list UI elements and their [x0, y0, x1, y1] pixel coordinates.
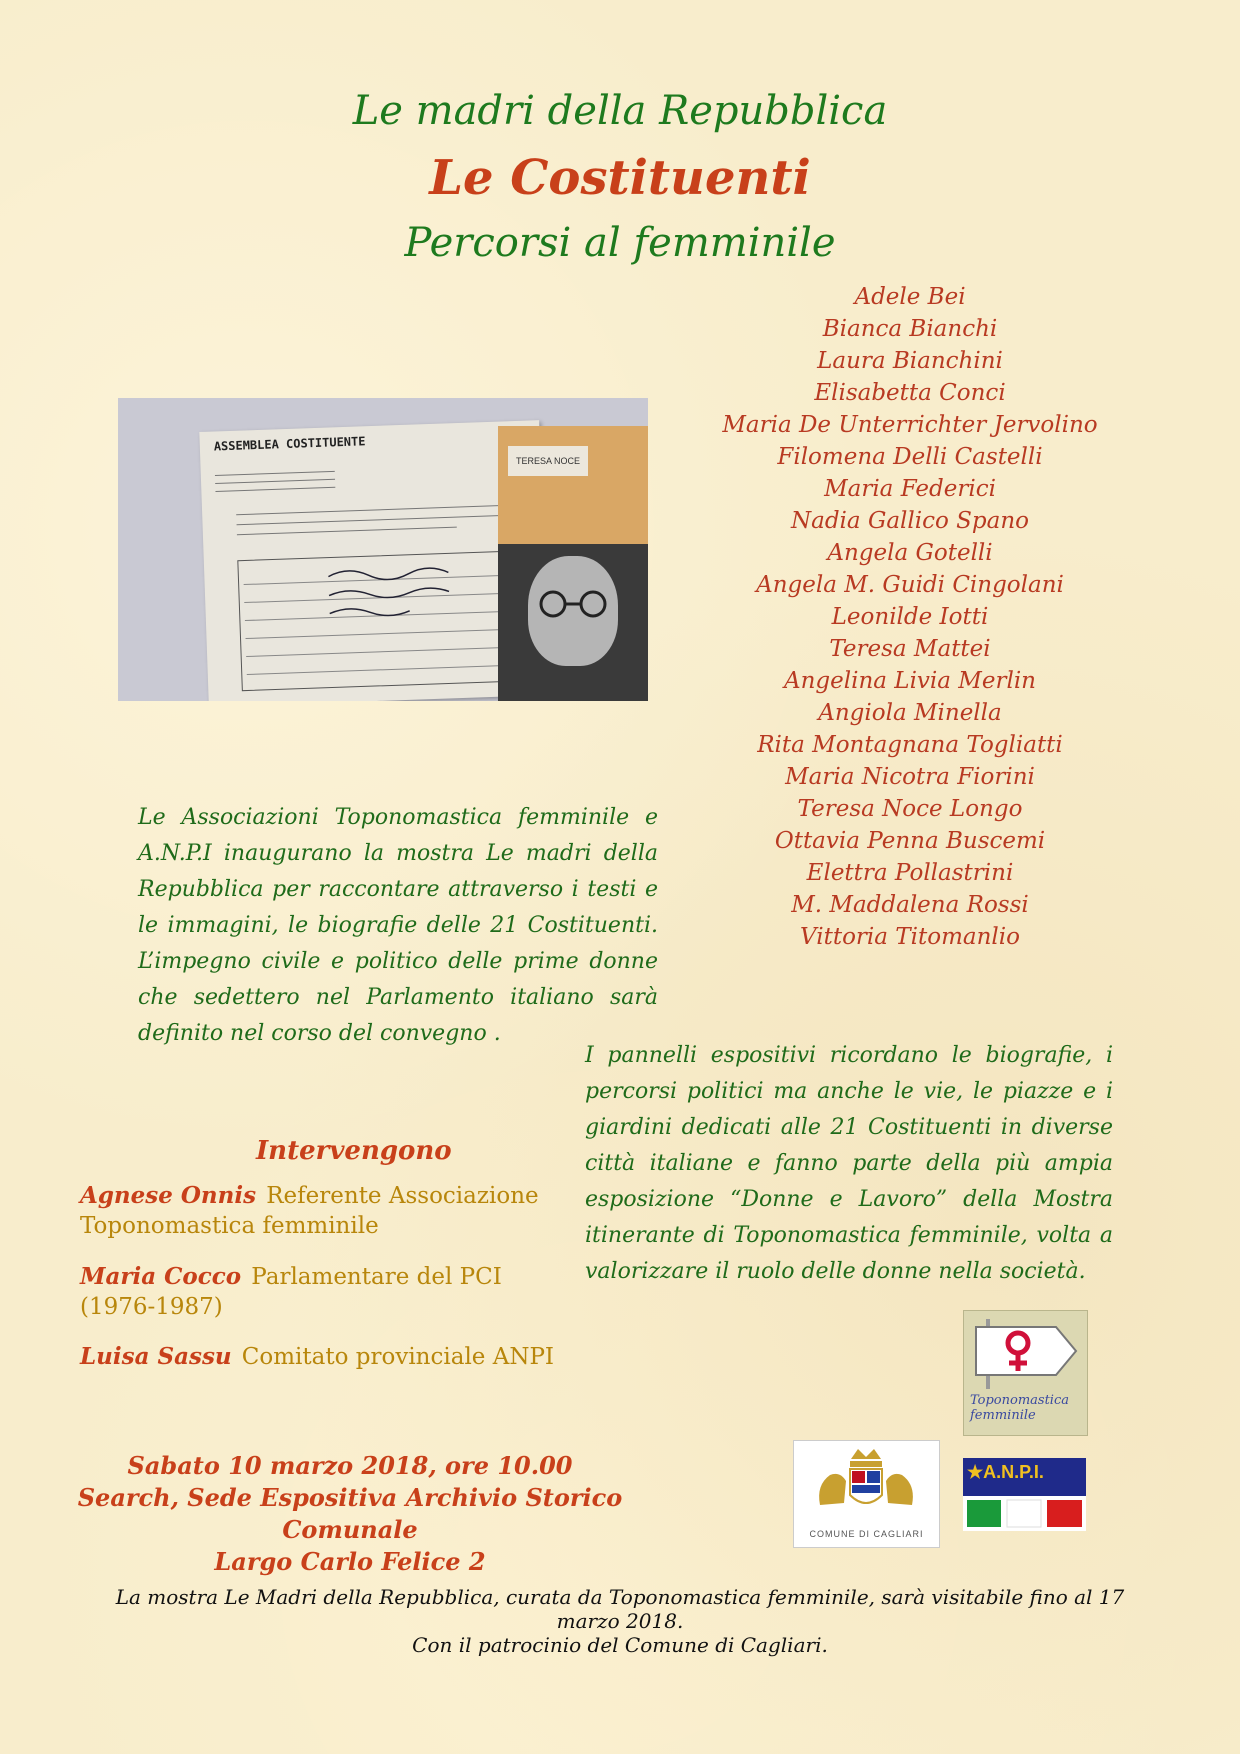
- speakers-heading: Intervengono: [256, 1136, 452, 1166]
- exhibition-paragraph: I pannelli espositivi ricordano le biografie, i percorsi politici ma anche le vie, le piazze e i giardini dedicati alle 21 Costituenti in diverse città italiane e fanno parte della più ampia esposizione “Donne e Lavoro” della Mostra itinerante di Toponomastica femminile, volta a valorizzare il ruolo delle donne nella società.: [585, 1043, 1113, 1284]
- anpi-logo: [963, 1458, 1086, 1531]
- list-item: Teresa Mattei: [829, 636, 991, 662]
- toponomastica-logo-text: Toponomastica femminile: [970, 1393, 1069, 1423]
- speaker-item: [80, 1343, 600, 1373]
- event-details: [70, 1450, 630, 1578]
- intro-paragraph: Le Associazioni Toponomastica femminile e A.N.P.I inaugurano la mostra Le madri della Repubblica per raccontare attraverso i testi e le immagini, le biografie delle 21 Costituenti. L’impegno civile e politico delle prime donne che sedettero nel Parlamento italiano sarà definito nel corso del convegno .: [138, 805, 658, 1046]
- footer-line2: Con il patrocinio del Comune di Cagliari.: [412, 1633, 828, 1657]
- glasses-icon: [528, 584, 618, 624]
- speaker-item: [80, 1263, 560, 1323]
- form-heading: ASSEMBLEA COSTITUENTE: [213, 434, 366, 454]
- speaker-role: Parlamentare del PCI (1976-1987): [80, 1264, 502, 1320]
- poster-title-line2: Le Costituenti: [429, 150, 811, 206]
- cagliari-logo-text: COMUNE DI CAGLIARI: [809, 1529, 924, 1539]
- event-date: Sabato 10 marzo 2018, ore 10.00: [127, 1451, 573, 1480]
- event-address: Largo Carlo Felice 2: [214, 1547, 486, 1576]
- speaker-name: Maria Cocco: [80, 1263, 242, 1290]
- list-item: Maria Federici: [824, 476, 996, 502]
- female-sign-icon: [972, 1319, 1080, 1389]
- poster-title-line3: Percorsi al femminile: [404, 220, 836, 266]
- italian-flag-icon: [963, 1496, 1086, 1531]
- toponomastica-logo: [963, 1310, 1088, 1436]
- names-list: [680, 281, 1140, 953]
- portrait-name-label: TERESA NOCE: [508, 446, 588, 476]
- list-item: Elettra Pollastrini: [806, 860, 1014, 886]
- list-item: Nadia Gallico Spano: [791, 508, 1029, 534]
- list-item: Angelina Livia Merlin: [784, 668, 1036, 694]
- anpi-logo-text: ★A.N.P.I.: [967, 1462, 1044, 1482]
- portrait-photo: [498, 544, 648, 701]
- form-lines: [214, 455, 532, 696]
- list-item: M. Maddalena Rossi: [791, 892, 1029, 918]
- speaker-role: Referente Associazione Toponomastica femminile: [80, 1183, 539, 1239]
- archive-photo: [118, 398, 648, 701]
- document-form: [199, 420, 548, 701]
- list-item: Vittoria Titomanlio: [800, 924, 1020, 950]
- list-item: Maria Nicotra Fiorini: [785, 764, 1035, 790]
- list-item: Leonilde Iotti: [831, 604, 989, 630]
- list-item: Angela Gotelli: [827, 540, 993, 566]
- speaker-name: Agnese Onnis: [80, 1182, 257, 1209]
- list-item: Ottavia Penna Buscemi: [774, 828, 1046, 854]
- list-item: Teresa Noce Longo: [797, 796, 1023, 822]
- list-item: Bianca Bianchi: [822, 316, 998, 342]
- list-item: Adele Bei: [854, 284, 966, 310]
- footer-note: [110, 1585, 1130, 1657]
- list-item: Rita Montagnana Togliatti: [757, 732, 1063, 758]
- event-venue: Search, Sede Espositiva Archivio Storico Comunale: [77, 1483, 623, 1544]
- list-item: Angiola Minella: [818, 700, 1002, 726]
- footer-line1: La mostra Le Madri della Repubblica, curata da Toponomastica femminile, sarà visitabile fino al 17 marzo 2018.: [115, 1585, 1125, 1633]
- list-item: Maria De Unterrichter Jervolino: [722, 412, 1098, 438]
- speaker-item: [80, 1182, 560, 1242]
- portrait-board: [498, 426, 648, 701]
- list-item: Filomena Delli Castelli: [777, 444, 1043, 470]
- coat-of-arms-icon: [806, 1445, 926, 1523]
- speaker-role: Comitato provinciale ANPI: [241, 1344, 555, 1370]
- list-item: Angela M. Guidi Cingolani: [756, 572, 1064, 598]
- list-item: Elisabetta Conci: [814, 380, 1006, 406]
- list-item: Laura Bianchini: [817, 348, 1003, 374]
- cagliari-logo: [793, 1440, 940, 1548]
- speaker-name: Luisa Sassu: [80, 1343, 232, 1370]
- poster-title-line1: Le madri della Repubblica: [352, 88, 888, 134]
